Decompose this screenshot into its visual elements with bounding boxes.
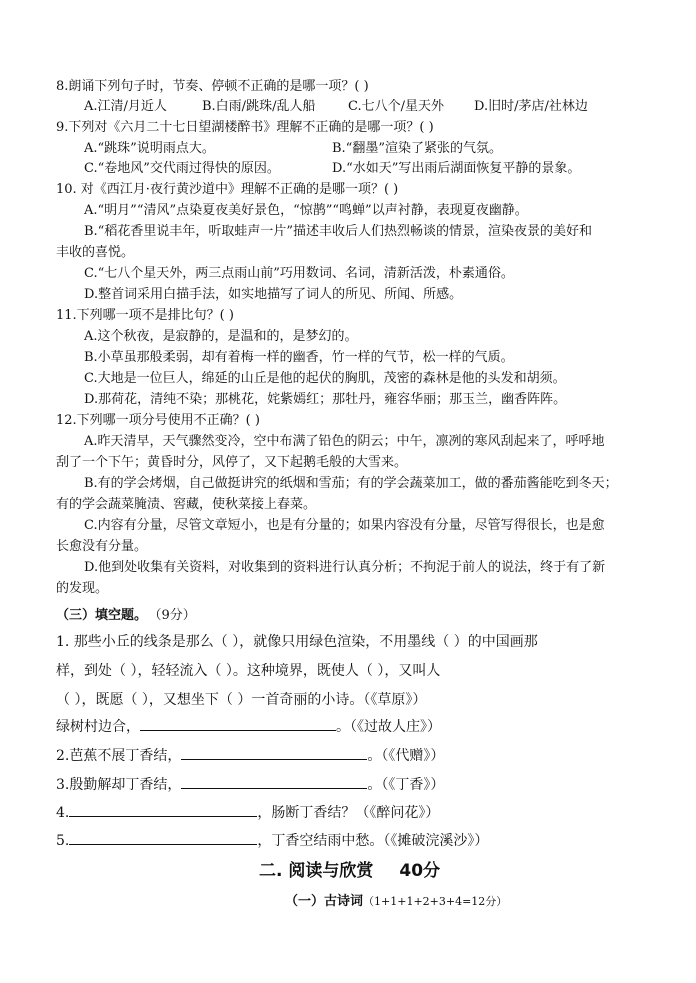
question-12-option-c: C.内容有分量，尽管文章短小，也是有分量的；如果内容没有分量，尽管写得很长，也是愈 — [84, 518, 605, 533]
question-10-option-b-cont: 丰收的喜悦。 — [56, 245, 135, 260]
answer-blank[interactable] — [181, 774, 367, 789]
question-10-option-c: C.“七八个星天外，两三点雨山前”巧用数词、名词，清新活泼，朴素通俗。 — [84, 266, 514, 281]
section-3-score: （9分） — [155, 608, 196, 623]
question-12-option-a: A.昨天清早，天气骤然变冷，空中布满了铅色的阴云；中午，凛冽的寒风刮起来了，呼呼地 — [84, 434, 605, 449]
question-11-option-c: C.大地是一位巨人，绵延的山丘是他的起伏的胸肌，茂密的森林是他的头发和胡须。 — [84, 371, 566, 386]
question-12-option-b: B.有的学会烤烟，自己做挺讲究的纸烟和雪茄；有的学会蔬菜加工，做的番茄酱能吃到冬天； — [84, 476, 618, 491]
question-11-stem: 11.下列哪一项不是排比句？( ) — [56, 308, 234, 323]
fill-tanpo-source: ，丁香空结雨中愁。（《摊破浣溪沙》） — [257, 833, 489, 849]
question-12-stem: 12.下列哪一项分号使用不正确？( ) — [56, 413, 260, 428]
question-8-stem: 8.朗诵下列句子时，节奏、停顿不正确的是哪一项？( ) — [56, 79, 369, 94]
fill-1-line-3: （ ），既愿（ ），又想坐下（ ）一首奇丽的小诗。（《草原》） — [56, 692, 427, 708]
fill-daizeng-source: 。（《代赠》） — [367, 748, 445, 764]
option-c: C.“卷地风”交代雨过得快的原因。 — [84, 161, 280, 176]
question-10-option-b: B.“稻花香里说丰年，听取蛙声一片”描述丰收后人们热烈畅谈的情景，渲染夜景的美好和 — [84, 224, 592, 239]
question-12-option-d-cont: 的发现。 — [56, 581, 109, 596]
option-b: B.白雨/跳珠/乱人船 — [202, 99, 316, 114]
fill-zuiwenhua-before: 4. — [56, 805, 70, 821]
fill-daizeng — [56, 745, 444, 766]
section-3-heading — [56, 604, 196, 623]
option-a: A.江清/月近人 — [84, 99, 167, 114]
section-3-title: （三）填空题。 — [56, 608, 148, 623]
question-10-option-a: A.“明月”“清风”点染夏夜美好景色，“惊鹊”“鸣蝉”以声衬静，表现夏夜幽静。 — [84, 203, 528, 218]
question-9-stem: 9.下列对《六月二十七日望湖楼醉书》理解不正确的是哪一项？( ) — [56, 120, 434, 135]
question-10-stem: 10. 对《西江月·夜行黄沙道中》理解不正确的是哪一项？( ) — [56, 182, 399, 197]
fill-guoguren — [56, 716, 441, 737]
fill-guoguren-source: 。（《过故人庄》） — [336, 719, 441, 735]
part-2-title: 二. 阅读与欣赏 — [259, 861, 374, 881]
question-11-option-d: D.那荷花，清纯不染；那桃花，姹紫嫣红；那牡丹，雍容华丽；那玉兰，幽香阵阵。 — [84, 392, 567, 407]
fill-tanpo — [56, 830, 488, 851]
option-c: C.七八个/星天外 — [348, 99, 444, 114]
subsection-1-title: （一）古诗词 — [285, 894, 364, 909]
answer-blank[interactable] — [140, 716, 336, 731]
fill-dingxiang-source: 。（《丁香》） — [367, 777, 445, 793]
question-12-option-c-cont: 长愈没有分量。 — [56, 539, 148, 554]
option-d: D.“水如天”写出雨后湖面恢复平静的景象。 — [332, 161, 581, 176]
part-2-score: 40分 — [399, 861, 441, 881]
question-9-options-cd — [84, 160, 696, 178]
fill-zuiwenhua — [56, 802, 439, 823]
option-d: D.旧时/茅店/社林边 — [474, 99, 588, 114]
fill-dingxiang-before: 3.殷勤解却丁香结， — [56, 777, 182, 793]
answer-blank[interactable] — [181, 745, 367, 760]
subsection-1-score: （1+1+1+2+3+4=12分） — [363, 895, 508, 908]
fill-guoguren-before: 绿树村边合， — [56, 719, 140, 735]
fill-tanpo-before: 5. — [56, 833, 70, 849]
fill-daizeng-before: 2.芭蕉不展丁香结， — [56, 748, 182, 764]
part-2-heading — [259, 856, 440, 881]
fill-1-line-1: 1. 那些小丘的线条是那么（ ），就像只用绿色渲染，不用墨线（ ）的中国画那 — [56, 634, 538, 650]
question-9-options-ab — [84, 140, 696, 158]
question-11-option-b: B.小草虽那般柔弱，却有着梅一样的幽香，竹一样的气节，松一样的气质。 — [84, 350, 514, 365]
fill-zuiwenhua-source: ，肠断丁香结？（《醉问花》） — [257, 805, 440, 821]
fill-dingxiang — [56, 774, 444, 795]
answer-blank[interactable] — [69, 830, 257, 845]
subsection-1-heading — [285, 890, 507, 909]
question-8-options — [84, 98, 696, 116]
answer-blank[interactable] — [69, 802, 257, 817]
fill-1-line-2: 样，到处（ ），轻轻流入（ ）。这种境界，既使人（ ），又叫人 — [56, 663, 441, 679]
question-11-option-a: A.这个秋夜，是寂静的，是温和的，是梦幻的。 — [84, 329, 358, 344]
question-12-option-d: D.他到处收集有关资料，对收集到的资料进行认真分析；不拘泥于前人的说法，终于有了新 — [84, 560, 606, 575]
question-12-option-a-cont: 刮了一个下午；黄昏时分，风停了，又下起鹅毛般的大雪来。 — [56, 455, 408, 470]
question-10-option-d: D.整首词采用白描手法，如实地描写了词人的所见、所闻、所感。 — [84, 287, 463, 302]
question-12-option-b-cont: 有的学会蔬菜腌渍、窖藏，使秋菜接上春菜。 — [56, 497, 317, 512]
option-a: A.“跳珠”说明雨点大。 — [84, 141, 215, 156]
option-b: B.“翻墨”渲染了紧张的气氛。 — [332, 141, 502, 156]
